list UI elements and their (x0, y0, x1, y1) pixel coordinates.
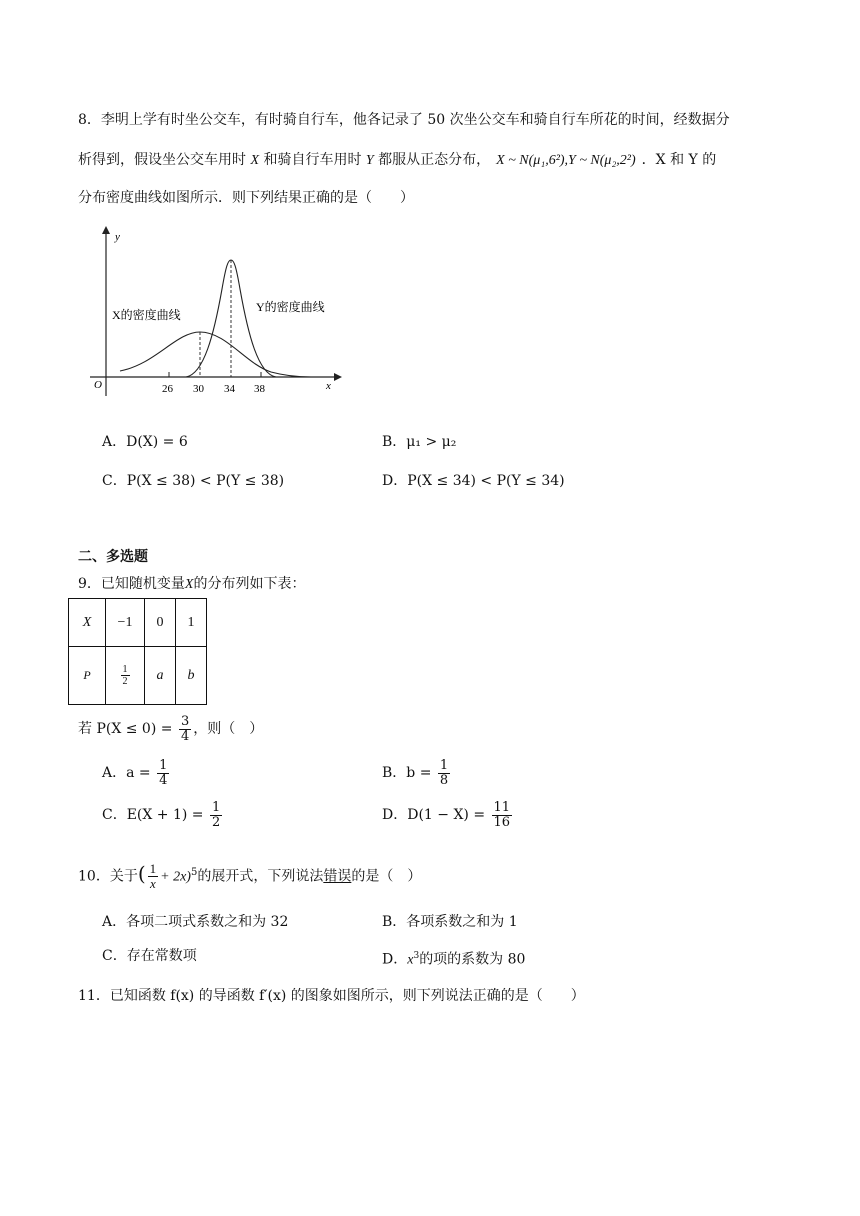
table-cell: P (69, 647, 106, 705)
q9-condition (78, 714, 263, 744)
option-fraction (157, 759, 169, 788)
option-text: D． (382, 951, 408, 968)
fraction-denominator: 8 (439, 772, 449, 788)
q9-condition-fraction (179, 715, 191, 744)
section-title: 二、多选题 (78, 549, 148, 565)
option-text: A．a = (102, 765, 156, 781)
q10-option-b[interactable]: B．各项系数之和为 1 (382, 914, 518, 930)
q9-condition-text: 若 P(X ≤ 0) = (78, 721, 177, 737)
option-text: B．b = (382, 765, 436, 781)
x-axis-arrow-icon (334, 373, 342, 381)
option-text: D．D(1 − X) = (382, 807, 490, 823)
q9-option-d[interactable] (382, 800, 514, 830)
y-axis-label: y (115, 231, 120, 243)
fraction-denominator: 2 (122, 676, 128, 687)
q8-line2-text-b: 和骑自行车用时 (259, 152, 366, 168)
tick-label-38: 38 (254, 383, 265, 395)
origin-label: O (94, 379, 102, 391)
table-cell: a (145, 647, 176, 705)
q9-option-b[interactable] (382, 758, 452, 788)
q10-underlined-word: 错误 (323, 868, 352, 885)
q10-expression: + 2x) (160, 869, 191, 885)
q9-var-x: X (184, 577, 194, 592)
q10-option-c[interactable]: C．存在常数项 (102, 948, 197, 964)
option-var-x: x (407, 952, 414, 968)
tick-label-34: 34 (224, 383, 235, 395)
table-cell (106, 647, 145, 705)
option-text-tail: 的项的系数为 80 (419, 951, 526, 968)
q8-var-x: X (250, 153, 260, 168)
option-fraction (210, 801, 222, 830)
option-fraction (438, 759, 450, 788)
q8-normal-formula: X ~ N(μ₁,6²),Y ~ N(μ₂,2²) (496, 153, 636, 168)
fraction-numerator: 11 (493, 799, 511, 815)
q10-fraction (148, 862, 159, 891)
q8-line2-text-d: ．X 和 Y 的 (641, 152, 717, 168)
q10-stem-text-c: 的是（ ） (351, 868, 422, 885)
table-cell: 1 (176, 599, 207, 647)
q8-density-graph (86, 224, 346, 400)
option-fraction (492, 801, 513, 830)
fraction-denominator: 4 (180, 728, 190, 744)
q10-option-d[interactable] (382, 946, 525, 971)
x-density-curve (120, 332, 311, 377)
fraction-numerator: 1 (439, 757, 449, 773)
q9-condition-tail: ，则（ ） (193, 721, 264, 737)
q8-line2-text-a: 析得到，假设坐公交车用时 (78, 152, 251, 168)
y-axis-arrow-icon (102, 226, 110, 234)
table-cell: −1 (106, 599, 145, 647)
q8-line2-text-c: 都服从正态分布， (373, 152, 491, 168)
q10-paren-open: ( (137, 861, 146, 886)
option-text: C．E(X + 1) = (102, 807, 208, 823)
q9-option-a[interactable] (102, 758, 171, 788)
fraction-numerator: 1 (212, 799, 221, 815)
q8-var-y: Y (365, 153, 374, 168)
option-exponent: 3 (413, 951, 420, 961)
distribution-table (68, 598, 207, 705)
fraction-denominator: x (150, 876, 156, 892)
q9-option-c[interactable] (102, 800, 224, 830)
table-cell: X (69, 599, 106, 647)
table-row (69, 647, 207, 705)
x-curve-label: X的密度曲线 (112, 308, 181, 322)
fraction-numerator: 1 (159, 757, 168, 773)
table-cell: 0 (145, 599, 176, 647)
x-axis-label: x (326, 380, 331, 392)
q8-option-a[interactable]: A．D(X) = 6 (102, 434, 188, 450)
q10-stem-text-b: 的展开式，下列说法 (197, 868, 324, 885)
tick-label-26: 26 (162, 383, 173, 395)
q8-stem-line1: 8．李明上学有时坐公交车，有时骑自行车，他各记录了 50 次坐公交车和骑自行车所花的时间，经数据分 (78, 112, 730, 128)
table-row (69, 599, 207, 647)
table-cell: b (176, 647, 207, 705)
q11-stem: 11．已知函数 f(x) 的导函数 f′(x) 的图象如图所示，则下列说法正确的是（ ） (78, 988, 585, 1004)
half-fraction (121, 664, 130, 687)
q9-stem-text-a: 9．已知随机变量 (78, 576, 185, 592)
fraction-numerator: 3 (180, 713, 190, 729)
q10-stem-text-a: 10．关于 (78, 868, 138, 885)
tick-label-30: 30 (193, 383, 204, 395)
fraction-denominator: 16 (493, 814, 511, 830)
fraction-numerator: 1 (149, 861, 157, 877)
q8-stem-line3: 分布密度曲线如图所示．则下列结果正确的是（ ） (78, 190, 414, 206)
fraction-denominator: 2 (212, 814, 221, 830)
fraction-numerator: 1 (122, 664, 128, 675)
q9-stem (78, 574, 305, 595)
q10-exponent: 5 (190, 867, 198, 878)
q8-stem-line2 (78, 150, 716, 171)
y-curve-label: Y的密度曲线 (256, 300, 325, 314)
q9-stem-text-b: 的分布列如下表： (193, 576, 306, 592)
q8-option-b[interactable]: B．μ₁ > μ₂ (382, 434, 457, 450)
q8-option-d[interactable]: D．P(X ≤ 34) < P(Y ≤ 34) (382, 473, 565, 489)
q10-option-a[interactable]: A．各项二项式系数之和为 32 (102, 914, 289, 930)
q8-option-c[interactable]: C．P(X ≤ 38) < P(Y ≤ 38) (102, 473, 285, 489)
fraction-denominator: 4 (159, 772, 168, 788)
q10-stem (78, 858, 421, 893)
